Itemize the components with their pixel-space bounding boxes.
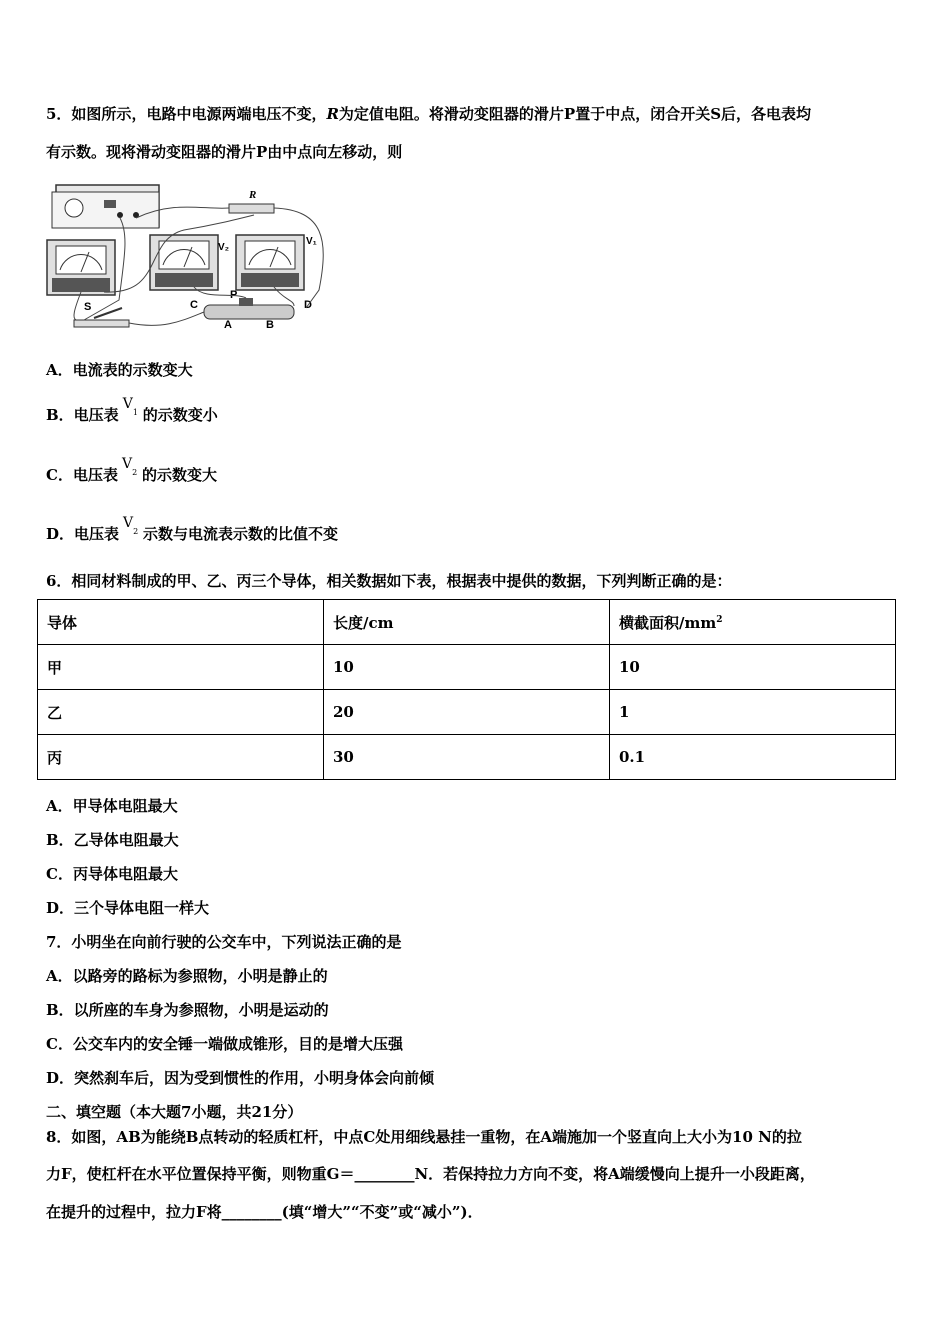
table-header-cell: 长度/cm	[324, 600, 610, 645]
section-heading: 二、填空题（本大题7小题，共21分）	[46, 1103, 303, 1121]
q8-line3: 在提升的过程中，拉力F将________(填“增大”“不变”或“减小”)．	[46, 1203, 483, 1221]
q5-stem-line2: 有示数。现将滑动变阻器的滑片P由中点向左移动，则	[46, 143, 403, 161]
circuit-diagram	[44, 180, 334, 335]
q7-option-c: C．公交车内的安全锤一端做成锥形，目的是增大压强	[46, 1035, 403, 1053]
table-cell: 20	[324, 690, 610, 735]
table-cell: 1	[610, 690, 896, 735]
q7-option-b: B．以所座的车身为参照物，小明是运动的	[46, 1001, 329, 1019]
q6-option-c: C．丙导体电阻最大	[46, 865, 178, 883]
label-v1: V₁	[306, 236, 317, 247]
q7-stem: 7．小明坐在向前行驶的公交车中，下列说法正确的是	[46, 933, 402, 951]
label-s: S	[84, 301, 92, 313]
table-cell: 乙	[38, 690, 324, 735]
q7-option-d: D．突然刹车后，因为受到惯性的作用，小明身体会向前倾	[46, 1069, 435, 1087]
table-cell: 甲	[38, 645, 324, 690]
v1-symbol: $V_1$	[122, 396, 138, 417]
table-cell: 30	[324, 735, 610, 780]
q5-option-b: B．电压表$V_1$ 的示数变小	[46, 396, 218, 424]
q5-stem-line1: 5．如图所示，电路中电源两端电压不变，R为定值电阻。将滑动变阻器的滑片P置于中点，闭合开关S后，各电表均	[46, 105, 812, 123]
table-header-cell: 导体	[38, 600, 324, 645]
q6-option-a: A．甲导体电阻最大	[46, 797, 178, 815]
q6-stem: 6．相同材料制成的甲、乙、丙三个导体，相关数据如下表，根据表中提供的数据，下列判断正确的是：	[46, 572, 732, 590]
table-row	[38, 645, 896, 690]
table-row	[38, 735, 896, 780]
label-a: A	[224, 319, 232, 331]
label-r: R	[249, 189, 257, 201]
table-header-row	[38, 600, 896, 645]
label-b: B	[266, 319, 274, 331]
table-cell: 10	[610, 645, 896, 690]
q8-line2: 力F，使杠杆在水平位置保持平衡，则物重G＝________N．若保持拉力方向不变，将A端缓慢向上提升一小段距离，	[46, 1165, 815, 1183]
q6-option-d: D．三个导体电阻一样大	[46, 899, 210, 917]
table-cell: 丙	[38, 735, 324, 780]
v2-symbol: $V_2$	[121, 456, 138, 477]
q6-option-b: B．乙导体电阻最大	[46, 831, 179, 849]
q5-r-symbol: R	[326, 105, 339, 123]
q7-option-a: A．以路旁的路标为参照物，小明是静止的	[46, 967, 328, 985]
label-c: C	[190, 299, 198, 311]
table-cell: 0.1	[610, 735, 896, 780]
q5-option-a: A．电流表的示数变大	[46, 361, 193, 379]
v2-symbol: $V_2$	[123, 515, 139, 536]
table-cell: 10	[324, 645, 610, 690]
table-header-cell: 横截面积$/mm^2$	[610, 600, 896, 645]
label-v2: V₂	[218, 242, 230, 253]
conductor-table	[37, 599, 896, 780]
q8-line1: 8．如图，AB为能绕B点转动的轻质杠杆，中点C处用细线悬挂一重物，在A端施加一个竖直向上大小为10 N的拉	[46, 1128, 802, 1146]
q5-option-d: D．电压表$V_2$ 示数与电流表示数的比值不变	[46, 515, 339, 543]
q5-option-c: C．电压表$V_2$ 的示数变大	[46, 456, 217, 484]
label-p: P	[230, 289, 238, 301]
label-d: D	[304, 299, 312, 311]
table-row	[38, 690, 896, 735]
